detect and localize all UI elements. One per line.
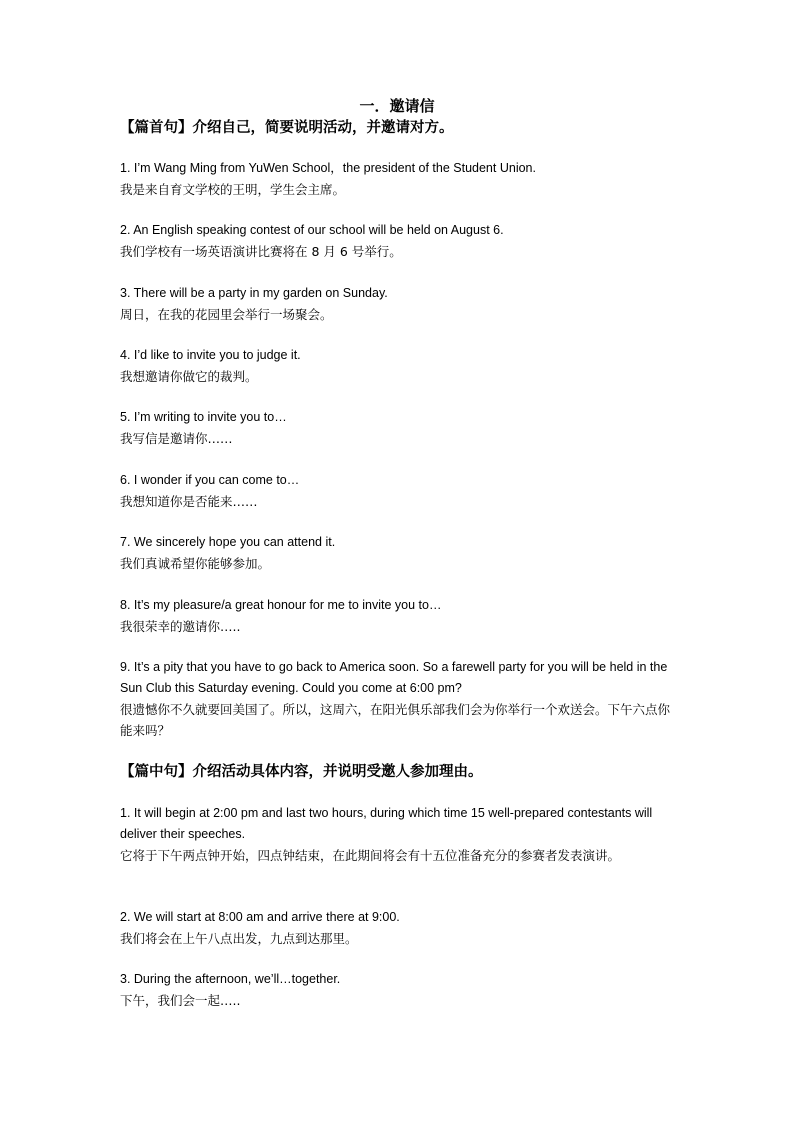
list-item [120, 595, 680, 637]
list-item [120, 345, 680, 387]
english-sentence: 4. I’d like to invite you to judge it. [120, 348, 301, 362]
english-sentence: 6. I wonder if you can come to… [120, 473, 300, 487]
list-item [120, 407, 680, 449]
english-sentence: 7. We sincerely hope you can attend it. [120, 535, 336, 549]
english-sentence: 3. There will be a party in my garden on Sunday. [120, 286, 388, 300]
english-sentence: 8. It’s my pleasure/a great honour for me to invite you to… [120, 598, 442, 612]
list-item [120, 657, 680, 741]
list-item [120, 532, 680, 574]
list-item [120, 220, 680, 262]
english-sentence: 2. We will start at 8:00 am and arrive there at 9:00. [120, 910, 400, 924]
chinese-translation: 我写信是邀请你…… [120, 431, 233, 446]
english-sentence: 9. It’s a pity that you have to go back to America soon. So a farewell party for you will be held in the Sun Club this Saturday evening. Could you come at 6:00 pm? [120, 660, 668, 695]
chinese-translation: 我们将会在上午八点出发，九点到达那里。 [120, 931, 358, 946]
chinese-translation: 我们学校有一场英语演讲比赛将在 8 月 6 号举行。 [120, 244, 402, 259]
page-title: 一．邀请信 [359, 97, 435, 115]
list-item [120, 470, 680, 512]
list-item [120, 803, 680, 866]
list-item [120, 158, 680, 200]
english-sentence: 3. During the afternoon, we’ll…together. [120, 972, 341, 986]
english-sentence: 1. It will begin at 2:00 pm and last two hours, during which time 15 well-prepared contestants will deliver their speeches. [120, 806, 653, 841]
list-item [120, 283, 680, 325]
section-heading-body: 【篇中句】介绍活动具体内容，并说明受邀人参加理由。 [120, 763, 483, 780]
list-item [120, 907, 680, 949]
english-sentence: 5. I’m writing to invite you to… [120, 410, 287, 424]
english-sentence: 1. I’m Wang Ming from YuWen School，the president of the Student Union. [120, 161, 536, 175]
chinese-translation: 我们真诚希望你能够参加。 [120, 556, 271, 571]
chinese-translation: 我是来自育文学校的王明，学生会主席。 [120, 182, 346, 197]
chinese-translation: 下午，我们会一起….. [120, 993, 241, 1008]
chinese-translation: 它将于下午两点钟开始，四点钟结束，在此期间将会有十五位准备充分的参赛者发表演讲。 [120, 848, 621, 863]
chinese-translation: 我想邀请你做它的裁判。 [120, 369, 258, 384]
list-item [120, 969, 680, 1011]
chinese-translation: 我很荣幸的邀请你….. [120, 619, 241, 634]
section-heading-opening: 【篇首句】介绍自己，简要说明活动，并邀请对方。 [120, 119, 454, 136]
english-sentence: 2. An English speaking contest of our school will be held on August 6. [120, 223, 504, 237]
chinese-translation: 很遗憾你不久就要回美国了。所以，这周六，在阳光俱乐部我们会为你举行一个欢送会。下午六点你能来吗？ [120, 702, 671, 738]
chinese-translation: 我想知道你是否能来…… [120, 494, 258, 509]
chinese-translation: 周日，在我的花园里会举行一场聚会。 [120, 307, 333, 322]
